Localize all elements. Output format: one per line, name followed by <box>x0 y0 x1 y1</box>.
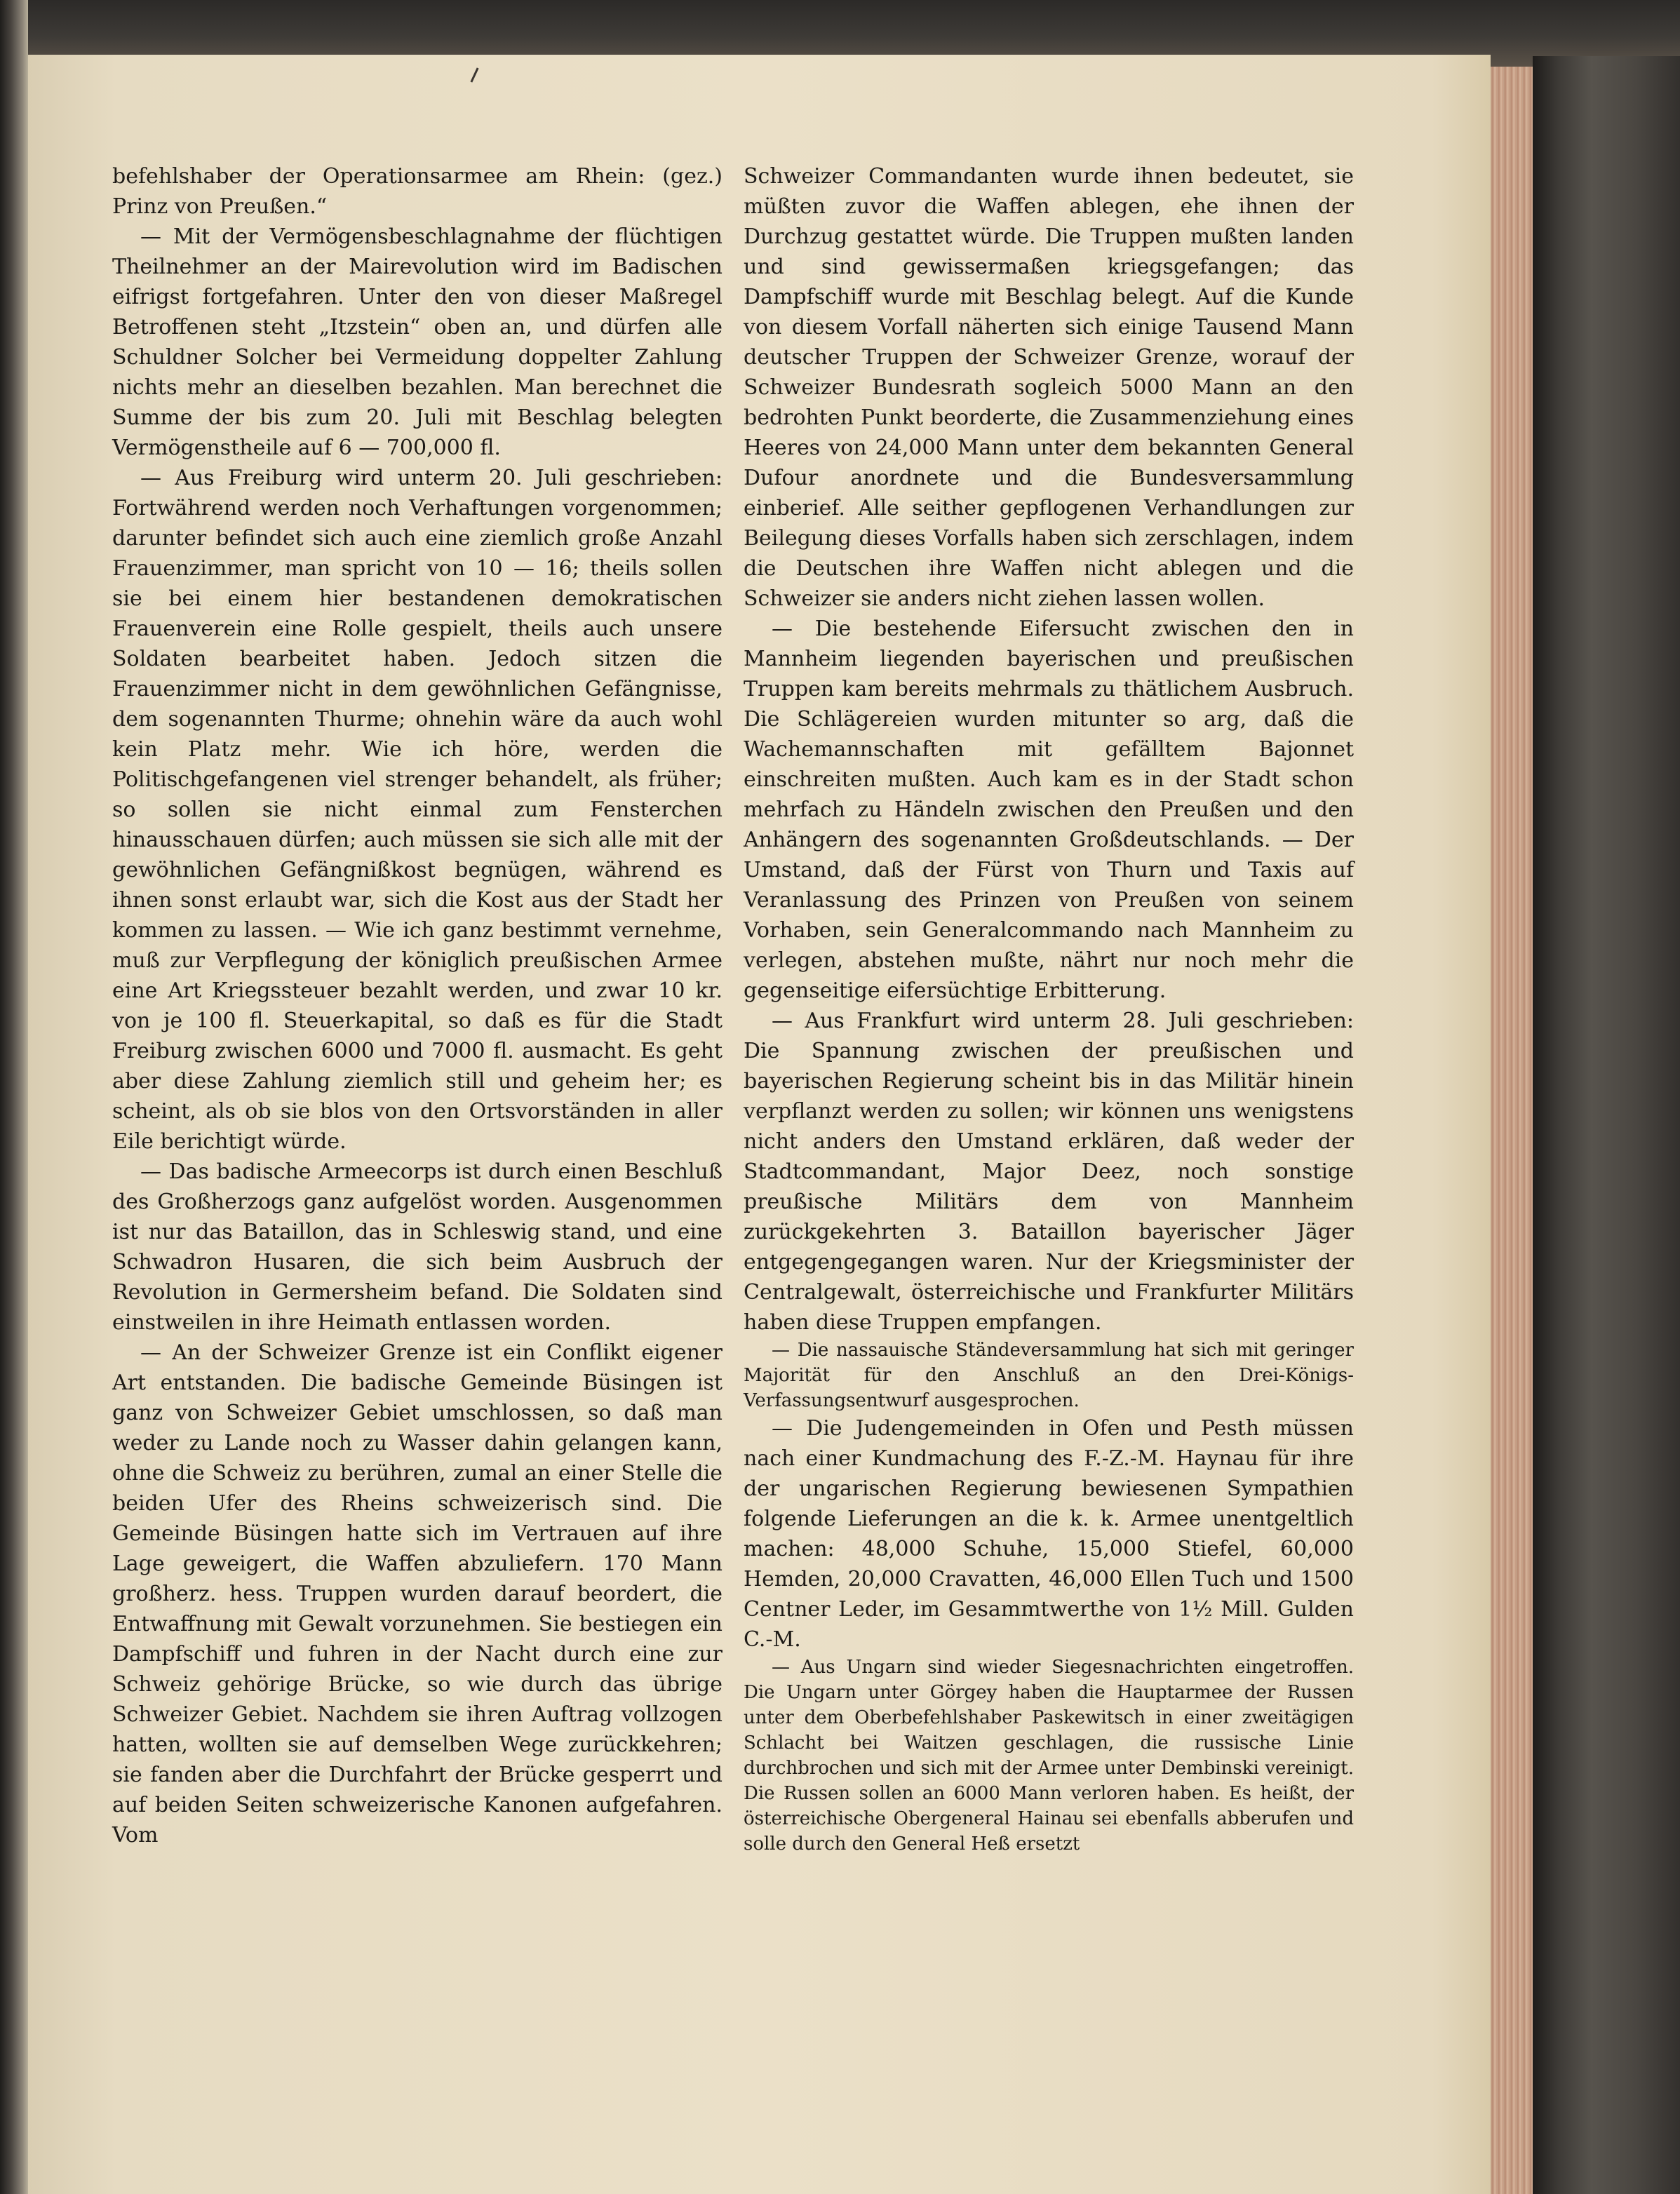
book-cover-edge <box>1533 56 1680 2194</box>
paragraph: — Aus Freiburg wird unterm 20. Juli geschrieben: Fortwährend werden noch Verhaftungen vorgenommen; darunter befindet sich auch eine ziemlich große Anzahl Frauenzimmer, man spricht von 10 — 16; theils sollen sie bei einem hier bestandenen demokratischen Frauenverein eine Rolle gespielt, theils auch unsere Soldaten bearbeitet haben. Jedoch sitzen die Frauenzimmer nicht in dem gewöhnlichen Gefängnisse, dem sogenannten Thurme; ohnehin wäre da auch wohl kein Platz mehr. Wie ich höre, werden die Politischgefangenen viel strenger behandelt, als früher; so sollen sie nicht einmal zum Fensterchen hinausschauen dürfen; auch müssen sie sich alle mit der gewöhnlichen Gefängnißkost begnügen, während es ihnen sonst erlaubt war, sich die Kost aus der Stadt her kommen zu lassen. — Wie ich ganz bestimmt vernehme, muß zur Verpflegung der königlich preußischen Armee eine Art Kriegssteuer bezahlt werden, und zwar 10 kr. von je 100 fl. Steuerkapital, so daß es für die Stadt Freiburg zwischen 6000 und 7000 fl. ausmacht. Es geht aber diese Zahlung ziemlich still und geheim her; es scheint, als ob sie blos von den Ortsvorständen in aller Eile berichtigt würde. <box>112 466 723 1154</box>
page-edges <box>1491 67 1533 2194</box>
right-text-column <box>744 161 1354 1857</box>
paragraph: — Aus Frankfurt wird unterm 28. Juli geschrieben: Die Spannung zwischen der preußischen und bayerischen Regierung scheint bis in das Militär hinein verpflanzt werden zu sollen; wir können uns wenigstens nicht anders den Umstand erklären, daß weder der Stadtcommandant, Major Deez, noch sonstige preußische Militärs dem von Mannheim zurückgekehrten 3. Bataillon bayerischer Jäger entgegengegangen waren. Nur der Kriegsminister der Centralgewalt, österreichische und Frankfurter Militärs haben diese Truppen empfangen. <box>744 1009 1354 1335</box>
paragraph: — Die bestehende Eifersucht zwischen den in Mannheim liegenden bayerischen und preußischen Truppen kam bereits mehrmals zu thätlichem Ausbruch. Die Schlägereien wurden mitunter so arg, daß die Wachemannschaften mit gefälltem Bajonnet einschreiten mußten. Auch kam es in der Stadt schon mehrfach zu Händeln zwischen den Preußen und den Anhängern des sogenannten Großdeutschlands. — Der Umstand, daß der Fürst von Thurn und Taxis auf Veranlassung des Prinzen von Preußen von seinem Vorhaben, sein Generalcommando nach Mannheim zu verlegen, abstehen mußte, nährt nur noch mehr die gegenseitige eifersüchtige Erbitterung. <box>744 617 1354 1003</box>
book-spine <box>0 0 28 2194</box>
small-paragraph: — Die nassauische Ständeversammlung hat sich mit geringer Majorität für den Anschluß an den Drei-Königs-Verfassungsentwurf ausgesprochen. <box>744 1340 1354 1411</box>
paragraph: — Die Judengemeinden in Ofen und Pesth müssen nach einer Kundmachung des F.-Z.-M. Haynau für ihre der ungarischen Regierung bewiesenen Sympathien folgende Lieferungen an die k. k. Armee unentgeltlich machen: 48,000 Schuhe, 15,000 Stiefel, 60,000 Hemden, 20,000 Cravatten, 46,000 Ellen Tuch und 1500 Centner Leder, im Gesammtwerthe von 1½ Mill. Gulden C.-M. <box>744 1416 1354 1652</box>
paragraph: — An der Schweizer Grenze ist ein Conflikt eigener Art entstanden. Die badische Gemeinde Büsingen ist ganz von Schweizer Gebiet umschlossen, so daß man weder zu Lande noch zu Wasser dahin gelangen kann, ohne die Schweiz zu berühren, zumal an einer Stelle die beiden Ufer des Rheins schweizerisch sind. Die Gemeinde Büsingen hatte sich im Vertrauen auf ihre Lage geweigert, die Waffen abzuliefern. 170 Mann großherz. hess. Truppen wurden darauf beordert, die Entwaffnung mit Gewalt vorzunehmen. Sie bestiegen ein Dampfschiff und fuhren in der Nacht durch eine zur Schweiz gehörige Brücke, so wie durch das übrige Schweizer Gebiet. Nachdem sie ihren Auftrag vollzogen hatten, wollten sie auf demselben Wege zurückkehren; sie fanden aber die Durchfahrt der Brücke gesperrt und auf beiden Seiten schweizerische Kanonen aufgefahren. Vom <box>112 1340 723 1848</box>
paragraph: befehlshaber der Operationsarmee am Rhein: (gez.) Prinz von Preußen.“ <box>112 164 723 219</box>
paragraph: Schweizer Commandanten wurde ihnen bedeutet, sie müßten zuvor die Waffen ablegen, ehe ihnen der Durchzug gestattet würde. Die Truppen mußten landen und sind gewissermaßen kriegsgefangen; das Dampfschiff wurde mit Beschlag belegt. Auf die Kunde von diesem Vorfall näherten sich einige Tausend Mann deutscher Truppen der Schweizer Grenze, worauf der Schweizer Bundesrath sogleich 5000 Mann an den bedrohten Punkt beorderte, die Zusammenziehung eines Heeres von 24,000 Mann unter dem bekannten General Dufour anordnete und die Bundesversammlung einberief. Alle seither gepflogenen Verhandlungen zur Beilegung dieses Vorfalls haben sich zerschlagen, indem die Deutschen ihre Waffen nicht ablegen und die Schweizer sie anders nicht ziehen lassen wollen. <box>744 164 1354 611</box>
paragraph: — Das badische Armeecorps ist durch einen Beschluß des Großherzogs ganz aufgelöst worden. Ausgenommen ist nur das Bataillon, das in Schleswig stand, und eine Schwadron Husaren, die sich beim Ausbruch der Revolution in Germersheim befand. Die Soldaten sind einstweilen in ihre Heimath entlassen worden. <box>112 1159 723 1335</box>
left-text-column <box>112 161 723 1850</box>
paragraph: — Mit der Vermögensbeschlagnahme der flüchtigen Theilnehmer an der Mairevolution wird im Badischen eifrigst fortgefahren. Unter den von dieser Maßregel Betroffenen steht „Itzstein“ oben an, und dürfen alle Schuldner Solcher bei Vermeidung doppelter Zahlung nichts mehr an dieselben bezahlen. Man berechnet die Summe der bis zum 20. Juli mit Beschlag belegten Vermögenstheile auf 6 — 700,000 fl. <box>112 224 723 460</box>
small-paragraph: — Aus Ungarn sind wieder Siegesnachrichten eingetroffen. Die Ungarn unter Görgey haben die Hauptarmee der Russen unter dem Oberbefehlshaber Paskewitsch in einer zweitägigen Schlacht bei Waitzen geschlagen, die russische Linie durchbrochen und sich mit der Armee unter Dembinski vereinigt. Die Russen sollen an 6000 Mann verloren haben. Es heißt, der österreichische Obergeneral Hainau sei ebenfalls abberufen und solle durch den General Heß ersetzt <box>744 1657 1354 1855</box>
